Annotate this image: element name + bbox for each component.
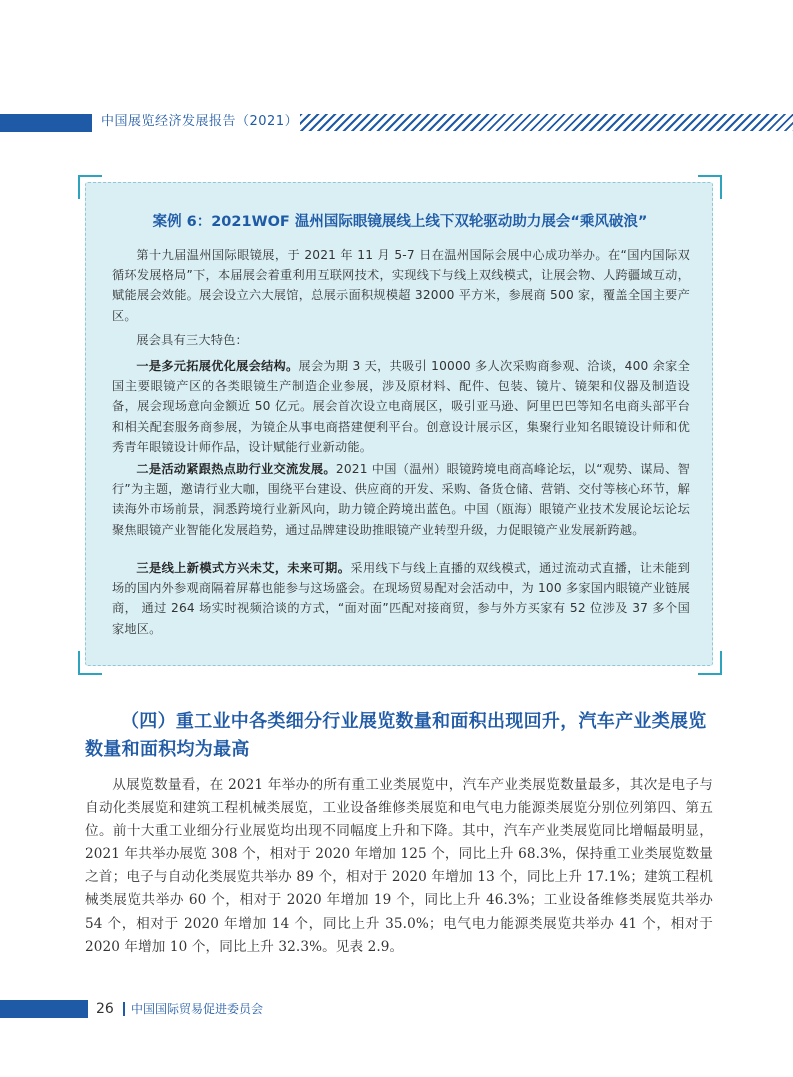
running-title: 中国展览经济发展报告（2021） [101,114,299,129]
feature-1-lead: 一是多元拓展优化展会结构。 [136,359,299,373]
feature-1-text: 展会为期 3 天，共吸引 10000 多人次采购商参观、洽谈，400 余家全国主要眼镜产区的各类眼镜生产制造企业参展，涉及原材料、配件、包装、镜片、镜架和仪器及制造设备，展会现场意向金额近 50 亿元。展会首次设立电商展区，吸引亚马逊、阿里巴巴等知名电商头部平台和相关配套服务商参展，为镜企从事电商搭建便利平台。创意设计展示区，集聚行业知名眼镜设计师和优秀青年眼镜设计师作品，设计赋能行业新动能。 [112,359,690,454]
header-bar-left [0,114,92,132]
corner-bracket-bottom-left [78,651,102,675]
case-feature-2 [112,459,690,540]
corner-bracket-bottom-right [698,651,722,675]
feature-2-lead: 二是活动紧跟热点助行业交流发展。 [136,462,336,476]
section-heading: （四）重工业中各类细分行业展览数量和面积出现回升，汽车产业类展览数量和面积均为最高 [85,711,707,760]
case-intro-paragraph: 第十九届温州国际眼镜展，于 2021 年 11 月 5-7 日在温州国际会展中心成功举办。在“国内国际双循环发展格局”下，本届展会着重利用互联网技术，实现线下与线上双线模式，让展会物、人跨疆域互动，赋能展会效能。展会设立六大展馆，总展示面积规模超 32000 平方米，参展商 500 家，覆盖全国主要产区。 [112,248,690,323]
case-feature-1 [112,356,690,457]
header-hatch-decoration [300,114,793,131]
feature-2-text: 2021 中国（温州）眼镜跨境电商高峰论坛，以“观势、谋局、智行”为主题，邀请行业大咖，围绕平台建设、供应商的开发、采购、备货仓储、营销、交付等核心环节，解读海外市场前景，洞悉跨境行业新风向，助力镜企跨境出蓝色。中国（瓯海）眼镜产业技术发展论坛论坛聚焦眼镜产业智能化发展趋势，通过品牌建设助推眼镜产业转型升级，力促眼镜产业发展新跨越。 [112,462,691,537]
footer-separator [123,1002,125,1016]
case-title: 案例 6：2021WOF 温州国际眼镜展线上线下双轮驱动助力展会“乘风破浪” [152,214,648,230]
case-features-intro: 展会具有三大特色： [136,333,248,347]
page-number: 26 [96,1001,114,1017]
feature-3-text: 采用线下与线上直播的双线模式，通过流动式直播，让未能到场的国内外参观商隔着屏幕也能参与这场盛会。在现场贸易配对会活动中，为 100 多家国内眼镜产业链展商， 通过 264 场实时视频洽谈的方式，“面对面”匹配对接商贸，参与外方买家有 52 位涉及 37 多个国家地区。 [112,561,690,636]
corner-bracket-top-left [78,175,102,199]
case-feature-3 [112,558,690,639]
section-body-paragraph: 从展览数量看，在 2021 年举办的所有重工业类展览中，汽车产业类展览数量最多，其次是电子与自动化类展览和建筑工程机械类展览，工业设备维修类展览和电气电力能源类展览分别位列第四、第五位。前十大重工业细分行业展览均出现不同幅度上升和下降。其中，汽车产业类展览同比增幅最明显，2021 年共举办展览 308 个，相对于 2020 年增加 125 个，同比上升 68.3%，保持重工业类展览数量之首；电子与自动化类展览共举办 89 个，相对于 2020 年增加 13 个，同比上升 17.1%；建筑工程机械类展览共举办 60 个，相对于 2020 年增加 19 个，同比上升 46.3%；工业设备维修类展览共举办 54 个，相对于 2020 年增加 14 个，同比上升 35.0%；电气电力能源类展览共举办 41 个，相对于 2020 年增加 10 个，同比上升 32.3%。见表 2.9。 [85,777,713,955]
footer-organization: 中国国际贸易促进委员会 [131,1002,264,1016]
corner-bracket-top-right [698,175,722,199]
feature-3-lead: 三是线上新模式方兴未艾，未来可期。 [136,561,351,575]
footer-bar [0,1000,88,1018]
